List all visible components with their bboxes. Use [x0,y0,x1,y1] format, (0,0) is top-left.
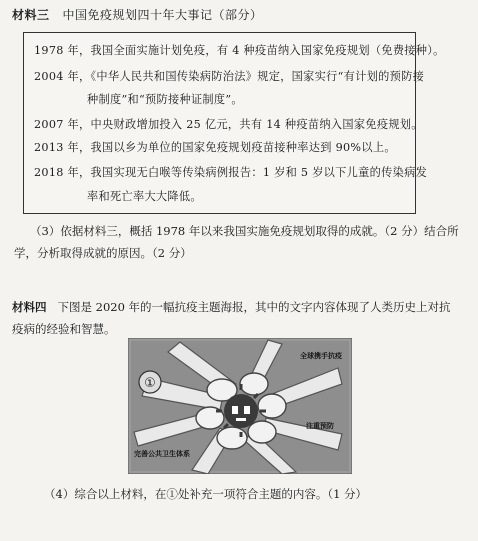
poster-tag-health: 完善公共卫生体系 [134,450,190,458]
material-4-line2: 疫病的经验和智慧。 [12,322,116,336]
timeline-2004-line1: 2004 年，《中华人民共和国传染病防治法》规定，国家实行“有计划的预防接 [34,70,425,83]
question-3 [14,220,474,264]
material-3-header [12,6,262,23]
question-3-line1: （3）依据材料三，概括 1978 年以来我国实施免疫规划取得的成就。（2 分）结合所 [30,224,459,238]
timeline-2004-line2: 种制度”和“预防接种证制度”。 [87,93,243,106]
timeline-1978: 1978 年，我国全面实施计划免疫，有 4 种疫苗纳入国家免疫规划（免费接种）。 [34,44,445,57]
material-4 [12,296,474,340]
material-4-line1: 下图是 2020 年的一幅抗疫主题海报，其中的文字内容体现了人类历史上对抗 [57,300,451,314]
timeline-2013: 2013 年，我国以乡为单位的国家免疫规划疫苗接种率达到 90%以上。 [34,141,396,154]
timeline-2007: 2007 年，中央财政增加投入 25 亿元，共有 14 种疫苗纳入国家免疫规划。 [34,118,423,131]
timeline-2018-line1: 2018 年，我国实现无白喉等传染病例报告：1 岁和 5 岁以下儿童的传染病发 [34,166,428,179]
timeline-box [23,32,445,214]
poster-tag-inject: 注重预防 [306,422,334,430]
question-4: （4）综合以上材料，在①处补充一项符合主题的内容。（1 分） [44,487,368,501]
anti-epidemic-poster [128,338,352,474]
timeline-2018-line2: 率和死亡率大大降低。 [87,190,202,203]
material-4-label: 材料四 [12,300,47,314]
poster-circled-number: ① [144,376,156,391]
material-3-label: 材料三 [12,8,50,22]
poster-illustration [128,338,352,474]
material-3-title: 中国免疫规划四十年大事记（部分） [62,8,263,22]
poster-tag-global: 全球携手抗疫 [300,352,342,360]
question-3-line2: 学，分析取得成就的原因。（2 分） [14,246,192,260]
